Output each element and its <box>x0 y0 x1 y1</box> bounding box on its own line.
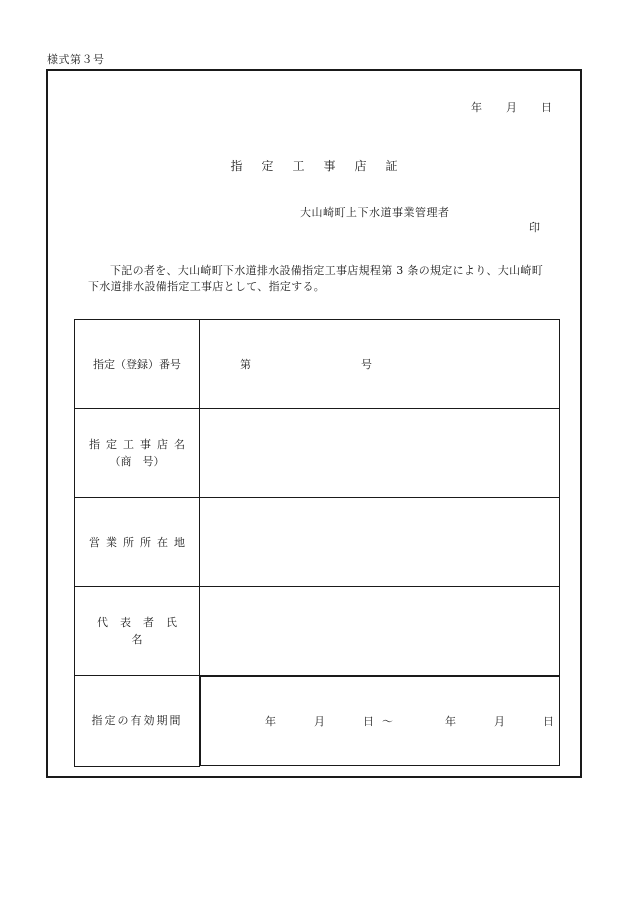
table-row <box>75 320 560 409</box>
details-table <box>74 319 560 767</box>
to-day: 日 <box>543 715 554 728</box>
date-day: 日 <box>541 101 552 114</box>
issuer-name: 大山崎町上下水道事業管理者 <box>300 206 450 219</box>
issue-date-line <box>471 99 552 115</box>
designation-statement: 下記の者を、大山崎町下水道排水設備指定工事店規程第 3 条の規定により、大山崎町下水道排水設備指定工事店として、指定する。 <box>88 264 543 293</box>
validity-period-label: 指定の有効期間 <box>75 676 200 767</box>
from-day: 日 <box>363 715 374 728</box>
to-month: 月 <box>494 715 505 728</box>
table-row <box>75 587 560 676</box>
form-number: 様式第３号 <box>47 53 105 66</box>
representative-name-label: 代表者氏名 <box>75 587 200 676</box>
certificate-frame <box>46 69 582 778</box>
table-row <box>75 676 560 767</box>
certificate-title: 指定工事店証 <box>230 159 417 173</box>
validity-period-field[interactable] <box>200 676 560 766</box>
registration-suffix: 号 <box>361 358 372 371</box>
from-month: 月 <box>314 715 325 728</box>
registration-number-field[interactable] <box>200 320 560 409</box>
date-year: 年 <box>471 101 482 114</box>
registration-number-label: 指定（登録）番号 <box>75 320 200 409</box>
from-year: 年 <box>265 715 276 728</box>
representative-name-field[interactable] <box>200 587 560 676</box>
registration-prefix: 第 <box>240 358 251 371</box>
table-row <box>75 498 560 587</box>
to-year: 年 <box>445 715 456 728</box>
date-month: 月 <box>506 101 517 114</box>
office-address-field[interactable] <box>200 498 560 587</box>
contractor-name-label: 指定工事店名 （商 号） <box>75 409 200 498</box>
seal-mark: 印 <box>529 221 540 234</box>
office-address-label: 営業所所在地 <box>75 498 200 587</box>
period-tilde: ～ <box>382 715 393 728</box>
contractor-name-field[interactable] <box>200 409 560 498</box>
table-row <box>75 409 560 498</box>
